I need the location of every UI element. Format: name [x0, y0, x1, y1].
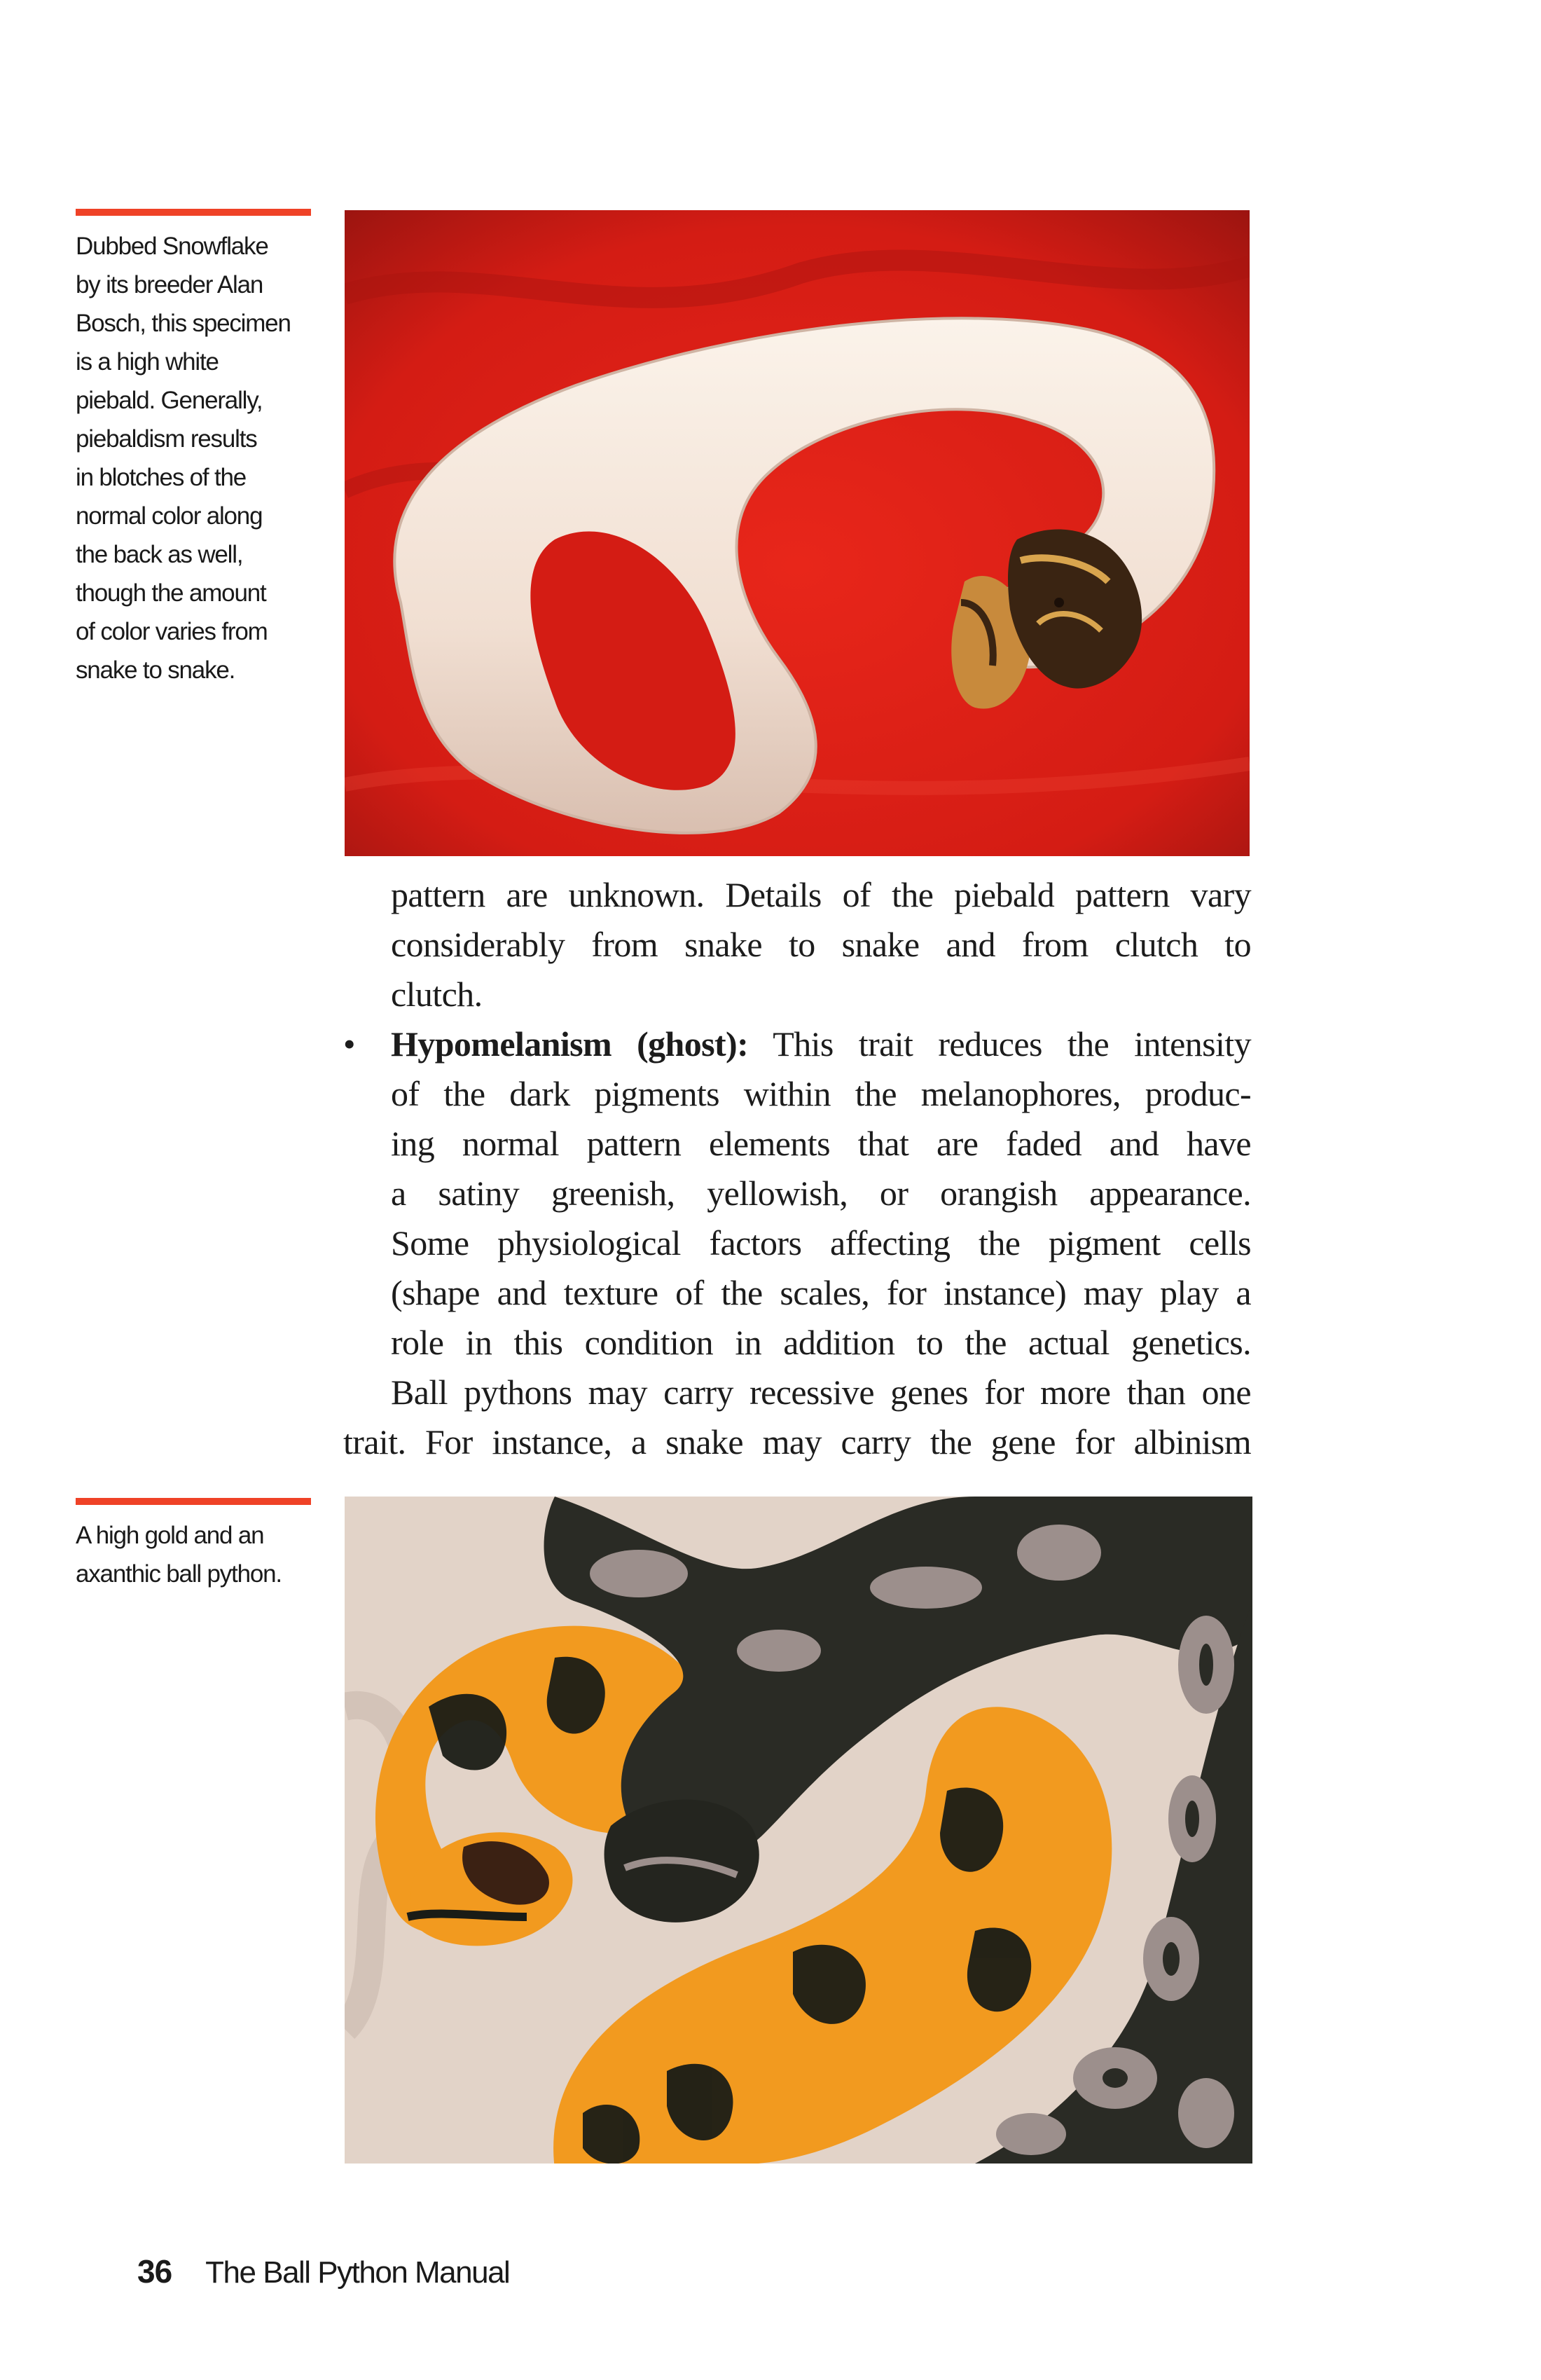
- snake-photo-illustration: [345, 1497, 1252, 2164]
- caption-line: piebaldism results: [76, 425, 257, 453]
- caption-line: by its breeder Alan: [76, 271, 263, 298]
- body-text: [343, 870, 1251, 1467]
- caption-line: is a high white: [76, 348, 219, 376]
- photo-caption-gold-axanthic: [76, 1498, 311, 1593]
- page-number: 36: [137, 2253, 172, 2290]
- text-line: role in this condition in addition to the actual genetics.: [391, 1323, 1251, 1362]
- text-line: clutch.: [391, 975, 483, 1014]
- text-line: (shape and texture of the scales, for instance) may play a: [391, 1273, 1251, 1312]
- text-line: Ball pythons may carry recessive genes for more than one: [391, 1373, 1251, 1412]
- caption-line: Bosch, this specimen: [76, 310, 291, 337]
- text-line: considerably from snake to snake and from clutch to: [391, 925, 1251, 964]
- page-footer: [137, 2252, 509, 2290]
- text-line: of the dark pigments within the melanophores, produc-: [391, 1074, 1251, 1113]
- text-line: Some physiological factors affecting the pigment cells: [391, 1223, 1251, 1263]
- text-line: ing normal pattern elements that are faded and have: [391, 1124, 1251, 1163]
- text-line: pattern are unknown. Details of the piebald pattern vary: [391, 875, 1251, 914]
- bullet-item-hypomelanism: [343, 1019, 1251, 1368]
- text-line: trait. For instance, a snake may carry the gene for albinism: [343, 1422, 1251, 1461]
- caption-line: though the amount: [76, 579, 266, 607]
- caption-line: snake to snake.: [76, 656, 235, 684]
- text-line: a satiny greenish, yellowish, or orangish appearance.: [391, 1174, 1251, 1213]
- caption-line: of color varies from: [76, 618, 268, 645]
- photo-gold-axanthic: [345, 1497, 1252, 2164]
- text-line: [343, 1019, 1251, 1069]
- caption-line: piebald. Generally,: [76, 387, 263, 414]
- bullet-term: Hypomelanism (ghost):: [391, 1024, 749, 1064]
- caption-text: [76, 1516, 311, 1593]
- caption-line: axanthic ball python.: [76, 1560, 282, 1588]
- caption-accent-rule: [76, 1498, 311, 1505]
- bullet-icon: •: [343, 1024, 355, 1064]
- caption-text: [76, 227, 311, 689]
- caption-line: in blotches of the: [76, 464, 247, 491]
- bullet-first-line: This trait reduces the intensity: [748, 1024, 1251, 1064]
- caption-line: Dubbed Snowflake: [76, 233, 268, 260]
- caption-line: the back as well,: [76, 541, 243, 568]
- running-footer-title: The Ball Python Manual: [205, 2255, 510, 2290]
- caption-line: A high gold and an: [76, 1522, 264, 1549]
- photo-caption-snowflake: [76, 209, 311, 689]
- caption-line: normal color along: [76, 502, 263, 530]
- caption-accent-rule: [76, 209, 311, 216]
- snake-photo-illustration: [345, 210, 1250, 856]
- photo-snowflake-piebald: [345, 210, 1250, 856]
